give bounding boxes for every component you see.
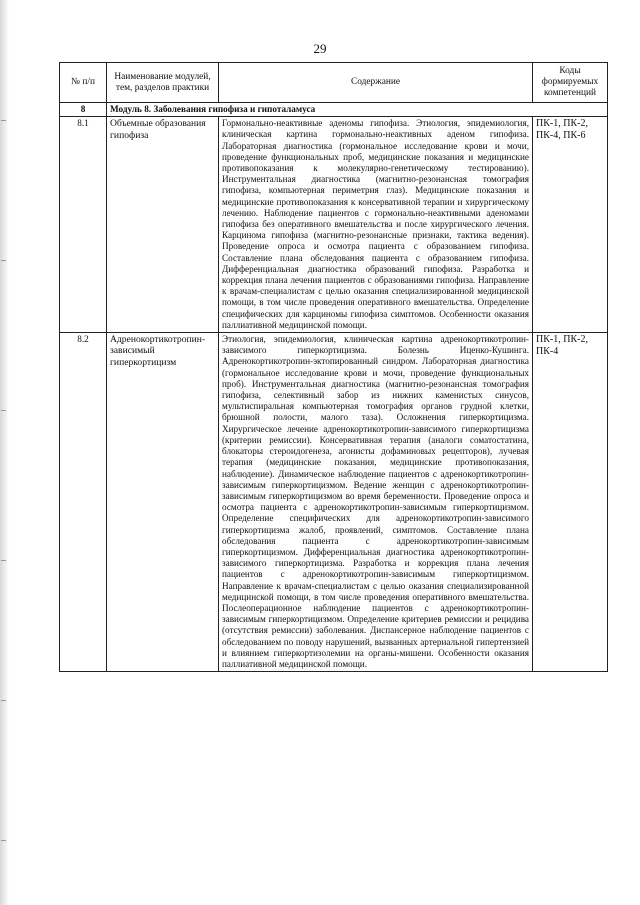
table-row xyxy=(60,333,608,672)
table-header-row xyxy=(60,63,608,103)
module-title: Модуль 8. Заболевания гипофиза и гипоталамуса xyxy=(107,103,608,117)
header-num: № п/п xyxy=(60,63,107,103)
table-row xyxy=(60,117,608,333)
scan-binding-edge xyxy=(0,0,9,905)
module-row xyxy=(60,103,608,117)
header-topic: Наименование модулей, тем, разделов практики xyxy=(107,63,219,103)
row-topic: Объемные образования гипофиза xyxy=(107,117,219,333)
module-num: 8 xyxy=(60,103,107,117)
page-number: 29 xyxy=(313,41,327,56)
row-num: 8.1 xyxy=(60,117,107,333)
row-codes: ПК-1, ПК-2, ПК-4 xyxy=(533,333,608,672)
curriculum-table xyxy=(59,62,608,672)
row-num: 8.2 xyxy=(60,333,107,672)
row-content: Этиология, эпидемиология, клиническая картина адренокортикотропин-зависимого гиперкортицизма. Болезнь Иценко-Кушинга. Адренокортикотропин-эктопированный синдром. Лабораторная диагностика (гормональное исследование крови и мочи, проведение функциональных проб). Инструментальная диагностика (магнитно-резонансная томография гипофиза, селективный забор из нижних каменистых синусов, мультиспиральная компьютерная томография органов грудной клетки, брюшной полости, малого таза). Осложнения гиперкортицизма. Хирургическое лечение адренокортикотропин-зависимого гиперкортицизма (критерии ремиссии). Консервативная терапия (аналоги соматостатина, блокаторы стероидогенеза, агонисты дофаминовых рецепторов), лучевая терапия (медицинские показания, медицинские противопоказания, наблюдение). Динамическое наблюдение пациентов с адренокортикотропин-зависимым гиперкортицизмом. Ведение женщин с адренокортикотропин-зависимым гиперкортицизмом во время беременности. Проведение опроса и осмотра пациента с адренокортикотропин-зависимым гиперкортицизмом. Определение специфических для адренокортикотропин-зависимого гиперкортицизма жалоб, проявлений, симптомов. Составление плана обследования пациента с адренокортикотропин-зависимым гиперкортицизмом. Дифференциальная диагностика адренокортикотропин-зависимого гиперкортицизма. Разработка и коррекция плана лечения пациентов с адренокортикотропин-зависимым гиперкортицизмом. Направление к врачам-специалистам с целью оказания специализированной медицинской помощи, в том числе проведения оперативного вмешательства. Послеоперационное наблюдение пациентов с адренокортикотропин-зависимым гиперкортицизмом. Определение критериев ремиссии и рецидива (отсутствия ремиссии) заболевания. Диспансерное наблюдение пациентов с обследованием по поводу нарушений, вызванных артериальной гипертензией и влиянием гиперкортизолемии на органы-мишени. Особенности оказания паллиативной медицинской помощи. xyxy=(219,333,533,672)
header-content: Содержание xyxy=(219,63,533,103)
header-codes: Коды формируемых компетенций xyxy=(533,63,608,103)
row-content: Гормонально-неактивные аденомы гипофиза. Этиология, эпидемиология, клиническая картина гормонально-неактивных аденом гипофиза. Лабораторная диагностика (гормональное исследование крови и мочи, проведение функциональных проб, медицинские показания и медицинские противопоказания к молекулярно-генетическому тестированию). Инструментальная диагностика (магнитно-резонансная томография гипофиза, компьютерная периметрия глаз). Медицинские показания и медицинские противопоказания к консервативной терапии и хирургическому лечению. Наблюдение пациентов с гормонально-неактивными аденомами гипофиза без оперативного вмешательства и после хирургического лечения. Карцинома гипофиза (магнитно-резонансные признаки, тактика ведения). Проведение опроса и осмотра пациента с образованием гипофиза. Составление плана обследования пациента с образованием гипофиза. Дифференциальная диагностика образований гипофиза. Разработка и коррекция плана лечения пациентов с образованиями гипофиза. Направление к врачам-специалистам с целью оказания специализированной медицинской помощи, в том числе проведения оперативного вмешательства. Определение специфических для карциномы гипофиза симптомов. Особенности оказания паллиативной медицинской помощи. xyxy=(219,117,533,333)
row-topic: Адренокортикотропин-зависимый гиперкортицизм xyxy=(107,333,219,672)
row-codes: ПК-1, ПК-2, ПК-4, ПК-6 xyxy=(533,117,608,333)
